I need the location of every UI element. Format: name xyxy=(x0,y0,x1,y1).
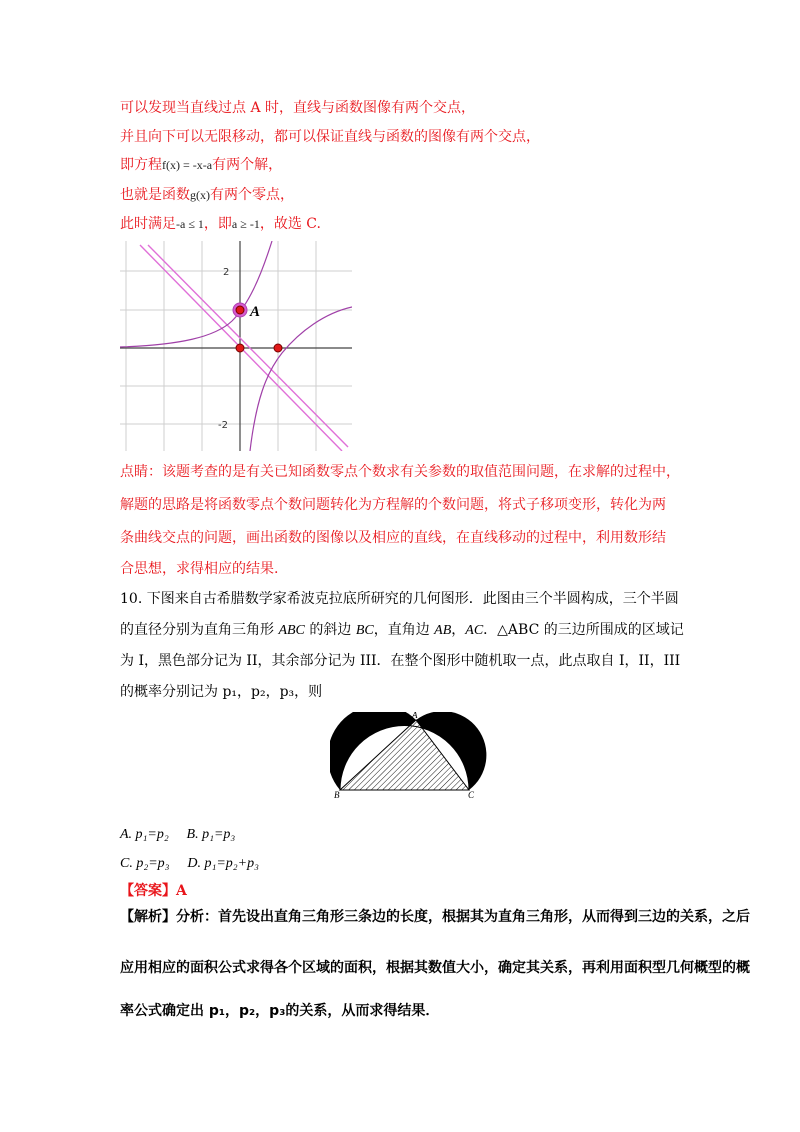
solution-text: 也就是函数 xyxy=(120,187,190,203)
options-row-2 xyxy=(120,853,259,874)
question-line-1: 10. 下图来自古希腊数学家希波克拉底所研究的几何图形．此图由三个半圆构成，三个半圆 xyxy=(120,591,679,607)
analysis-line-3: 率公式确定出 p₁，p₂，p₃的关系，从而求得结果． xyxy=(120,1003,440,1019)
point-a-label: A xyxy=(250,304,261,320)
comment-line-1: 点睛：该题考查的是有关已知函数零点个数求有关参数的取值范围问题，在求解的过程中， xyxy=(120,464,680,480)
option-a[interactable]: A. p₁=p₂ xyxy=(120,827,169,842)
tick-label-top: 2 xyxy=(223,267,230,278)
side-name: BC xyxy=(355,623,374,638)
comment-line-4: 合思想，求得相应的结果. xyxy=(120,561,279,577)
question-line-4: 的概率分别记为 p₁，p₂，p₃，则 xyxy=(120,684,323,700)
solution-text: ，故选 C. xyxy=(259,216,321,232)
label-c: C xyxy=(468,790,475,798)
label-a: A xyxy=(412,712,418,720)
answer-line xyxy=(120,881,187,901)
question-text: ．△ABC 的三边所围成的区域记 xyxy=(483,622,684,638)
solution-text: 有两个零点， xyxy=(210,187,294,203)
solution-text: ，即 xyxy=(203,216,232,232)
options-row-1 xyxy=(120,824,235,845)
comment-line-3: 条曲线交点的问题，画出函数的图像以及相应的直线，在直线移动的过程中，利用数形结 xyxy=(120,530,666,546)
equation: f(x) = -x-a xyxy=(162,158,213,172)
side-name: AC xyxy=(465,623,484,638)
question-line-3: 为 I，黑色部分记为 II，其余部分记为 III．在整个图形中随机取一点，此点取自 I，II，III xyxy=(120,653,681,669)
side-name: AB xyxy=(434,623,452,638)
analysis-line-1: 【解析】分析：首先设出直角三角形三条边的长度，根据其为直角三角形，从而得到三边的关系，之后 xyxy=(120,909,750,925)
tick-label-bottom: -2 xyxy=(218,420,228,431)
intersection-point xyxy=(236,344,244,352)
triangle-name: ABC xyxy=(278,623,305,638)
question-text: 的斜边 xyxy=(304,622,356,638)
intersection-point xyxy=(274,344,282,352)
option-d[interactable]: D. p₁=p₂+p₃ xyxy=(187,856,259,871)
solution-text: 此时满足 xyxy=(120,216,176,232)
function-graph xyxy=(120,241,352,451)
option-b[interactable]: B. p₁=p₃ xyxy=(186,827,236,842)
solution-text: 可以发现当直线过点 xyxy=(120,100,246,116)
point-a xyxy=(236,306,244,314)
solution-line-3 xyxy=(120,155,282,175)
function-name: g(x) xyxy=(190,188,210,202)
solution-text: 即方程 xyxy=(120,157,162,173)
solution-line-4 xyxy=(120,185,294,205)
question-line-2 xyxy=(120,620,684,641)
option-c[interactable]: C. p₂=p₃ xyxy=(120,856,170,871)
label-b: B xyxy=(334,790,340,798)
answer-value: A xyxy=(176,883,187,899)
solution-point: A xyxy=(246,100,266,116)
question-text: 的直径分别为直角三角形 xyxy=(120,622,279,638)
solution-line-1 xyxy=(120,98,475,118)
solution-text: 并且向下可以无限移动，都可以保证直线与函数的图像有两个交点， xyxy=(120,129,540,145)
inequality: a ≥ -1 xyxy=(231,217,260,231)
analysis-line-2: 应用相应的面积公式求得各个区域的面积，根据其数值大小，确定其关系，再利用面积型几何概型的概 xyxy=(120,960,750,976)
comment-line-2: 解题的思路是将函数零点个数问题转化为方程解的个数问题，将式子移项变形，转化为两 xyxy=(120,497,666,513)
question-text: ，直角边 xyxy=(373,622,435,638)
inequality: -a ≤ 1 xyxy=(176,217,204,231)
question-text: ， xyxy=(451,622,466,638)
hippocrates-figure xyxy=(330,712,490,798)
answer-label: 【答案】 xyxy=(120,883,176,899)
solution-text: 有两个解， xyxy=(212,157,283,173)
solution-line-2 xyxy=(120,127,540,147)
solution-line-5 xyxy=(120,214,321,234)
solution-text: 时，直线与函数图像有两个交点， xyxy=(265,100,476,116)
